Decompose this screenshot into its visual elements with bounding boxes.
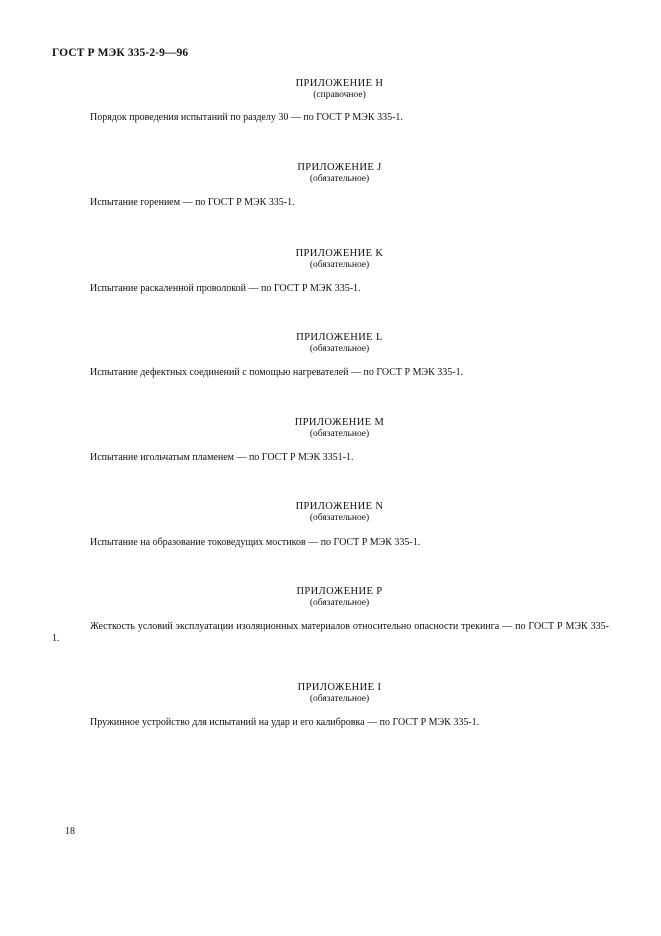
appendix-status: (обязательное) xyxy=(309,598,370,608)
appendix-title: ПРИЛОЖЕНИЕ K xyxy=(295,248,384,259)
appendix-title: ПРИЛОЖЕНИЕ P xyxy=(296,586,383,597)
appendix-status: (обязательное) xyxy=(309,513,370,523)
appendix-text: Жесткость условий эксплуатации изоляционных материалов относительно опасности трекинга — по ГОСТ Р МЭК 335-1. xyxy=(52,621,609,644)
document-code-header: ГОСТ Р МЭК 335-2-9—96 xyxy=(52,47,189,59)
appendix-status: (обязательное) xyxy=(309,429,370,439)
appendix-text: Пружинное устройство для испытаний на удар и его калибровка — по ГОСТ Р МЭК 335-1. xyxy=(90,717,480,728)
appendix-title: ПРИЛОЖЕНИЕ N xyxy=(295,501,384,512)
appendix-title: ПРИЛОЖЕНИЕ J xyxy=(297,162,382,173)
appendix-title: ПРИЛОЖЕНИЕ I xyxy=(297,682,382,693)
appendix-status: (обязательное) xyxy=(309,694,370,704)
appendix-text: Испытание горением — по ГОСТ Р МЭК 335-1. xyxy=(90,197,295,208)
appendix-text: Испытание на образование токоведущих мостиков — по ГОСТ Р МЭК 335-1. xyxy=(90,537,421,548)
appendix-text: Испытание раскаленной проволокой — по ГОСТ Р МЭК 335-1. xyxy=(90,283,361,294)
appendix-status: (обязательное) xyxy=(309,344,370,354)
appendix-text: Испытание дефектных соединений с помощью нагревателей — по ГОСТ Р МЭК 335-1. xyxy=(90,367,464,378)
appendix-title: ПРИЛОЖЕНИЕ H xyxy=(295,78,384,89)
appendix-status: (обязательное) xyxy=(309,260,370,270)
appendix-text: Порядок проведения испытаний по разделу 30 — по ГОСТ Р МЭК 335-1. xyxy=(90,112,403,123)
appendix-status: (обязательное) xyxy=(309,174,370,184)
page-number: 18 xyxy=(65,826,75,837)
appendix-status: (справочное) xyxy=(313,90,366,100)
appendix-text: Испытание игольчатым пламенем — по ГОСТ Р МЭК 3351-1. xyxy=(90,452,354,463)
appendix-title: ПРИЛОЖЕНИЕ L xyxy=(296,332,383,343)
appendix-title: ПРИЛОЖЕНИЕ M xyxy=(294,417,385,428)
